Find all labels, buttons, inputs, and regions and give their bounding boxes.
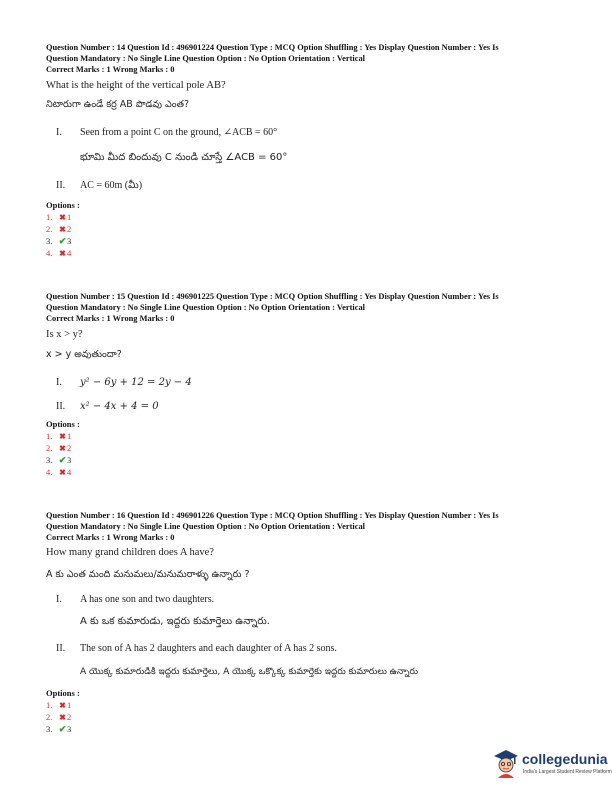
option-3: 3. ✔3 bbox=[46, 236, 72, 246]
statement-text-en: A has one son and two daughters. bbox=[80, 594, 215, 605]
statement-2 bbox=[46, 400, 566, 413]
question-text-te: నిటారుగా ఉండే కర్ర AB పొడవు ఎంత? bbox=[46, 99, 190, 110]
statement-1 bbox=[46, 593, 566, 606]
cross-icon: ✖ bbox=[59, 432, 66, 441]
question-text-en: What is the height of the vertical pole AB? bbox=[46, 80, 226, 91]
question-text-te: x > y అవుతుందా? bbox=[46, 349, 122, 360]
cross-icon: ✖ bbox=[59, 213, 66, 222]
student-mascot-icon bbox=[492, 748, 520, 778]
option-4: 4. ✖4 bbox=[46, 467, 72, 477]
statement-1 bbox=[46, 126, 566, 139]
options-label: Options : bbox=[46, 688, 80, 698]
check-icon: ✔ bbox=[58, 455, 67, 465]
cross-icon: ✖ bbox=[59, 468, 66, 477]
statement-roman: I. bbox=[56, 594, 62, 605]
option-3: 3. ✔3 bbox=[46, 724, 72, 734]
question-16 bbox=[46, 510, 566, 735]
question-marks: Correct Marks : 1 Wrong Marks : 0 bbox=[46, 314, 175, 323]
cross-icon: ✖ bbox=[59, 701, 66, 710]
statement-roman: II. bbox=[56, 180, 66, 191]
option-2: 2. ✖2 bbox=[46, 224, 72, 234]
statement-text-te: భూమి మీద బిందువు C నుండి చూస్తే ∠ACB = 60° bbox=[80, 152, 288, 163]
statement-1 bbox=[46, 376, 566, 389]
statement-2 bbox=[46, 179, 566, 192]
cross-icon: ✖ bbox=[59, 249, 66, 258]
cross-icon: ✖ bbox=[59, 713, 66, 722]
question-header-line1: Question Number : 15 Question Id : 496901225 Question Type : MCQ Option Shuffling : Yes Display Question Number : Yes Is bbox=[46, 292, 499, 301]
question-header-line2: Question Mandatory : No Single Line Question Option : No Option Orientation : Vertical bbox=[46, 522, 365, 531]
question-marks: Correct Marks : 1 Wrong Marks : 0 bbox=[46, 533, 175, 542]
question-15 bbox=[46, 291, 566, 478]
statement-equation: y² − 6y + 12 = 2y − 4 bbox=[80, 377, 192, 388]
question-text-te: A కు ఎంత మంది మనుమలు/మనుమరాళ్ళు ఉన్నారు ? bbox=[46, 569, 250, 580]
option-4: 4. ✖4 bbox=[46, 248, 72, 258]
option-2: 2. ✖2 bbox=[46, 712, 72, 722]
option-1: 1. ✖1 bbox=[46, 700, 72, 710]
logo-name: collegedunia bbox=[522, 751, 608, 767]
check-icon: ✔ bbox=[58, 724, 67, 734]
statement-text-te: A కు ఒక కుమారుడు, ఇద్దరు కుమార్తెలు ఉన్నారు. bbox=[80, 616, 270, 627]
question-marks: Correct Marks : 1 Wrong Marks : 0 bbox=[46, 65, 175, 74]
statement-2-te bbox=[46, 666, 566, 679]
statement-roman: II. bbox=[56, 643, 66, 654]
question-text-en: How many grand children does A have? bbox=[46, 547, 214, 558]
statement-text-te: A యొక్క కుమారుడికి ఇద్దరు కుమార్తెలు, A యొక్క ఒక్కొక్క కుమార్తెకు ఇద్దరు కుమారులు ఉన్నారు bbox=[80, 667, 418, 677]
options-label: Options : bbox=[46, 200, 80, 210]
question-text-en: Is x > y? bbox=[46, 329, 83, 340]
option-2: 2. ✖2 bbox=[46, 443, 72, 453]
statement-roman: I. bbox=[56, 127, 62, 138]
logo-tagline: India's Largest Student Review Platform bbox=[523, 769, 612, 775]
option-1: 1. ✖1 bbox=[46, 212, 72, 222]
collegedunia-logo[interactable] bbox=[492, 748, 610, 780]
statement-text-en: Seen from a point C on the ground, ∠ACB = 60° bbox=[80, 127, 278, 138]
statement-roman: II. bbox=[56, 401, 66, 412]
options-label: Options : bbox=[46, 419, 80, 429]
statement-text-en: The son of A has 2 daughters and each daughter of A has 2 sons. bbox=[80, 643, 337, 654]
cross-icon: ✖ bbox=[59, 225, 66, 234]
question-header-line1: Question Number : 14 Question Id : 496901224 Question Type : MCQ Option Shuffling : Yes Display Question Number : Yes Is bbox=[46, 43, 499, 52]
statement-roman: I. bbox=[56, 377, 62, 388]
check-icon: ✔ bbox=[58, 236, 67, 246]
statement-text-en: AC = 60m (మీ) bbox=[80, 180, 143, 191]
question-header-line1: Question Number : 16 Question Id : 496901226 Question Type : MCQ Option Shuffling : Yes Display Question Number : Yes Is bbox=[46, 511, 499, 520]
question-14 bbox=[46, 42, 566, 259]
cross-icon: ✖ bbox=[59, 444, 66, 453]
option-1: 1. ✖1 bbox=[46, 431, 72, 441]
statement-1-te bbox=[46, 151, 566, 164]
statement-2 bbox=[46, 642, 566, 655]
statement-1-te bbox=[46, 615, 566, 628]
question-header-line2: Question Mandatory : No Single Line Question Option : No Option Orientation : Vertical bbox=[46, 303, 365, 312]
option-3: 3. ✔3 bbox=[46, 455, 72, 465]
statement-equation: x² − 4x + 4 = 0 bbox=[80, 401, 159, 412]
question-header-line2: Question Mandatory : No Single Line Question Option : No Option Orientation : Vertical bbox=[46, 54, 365, 63]
